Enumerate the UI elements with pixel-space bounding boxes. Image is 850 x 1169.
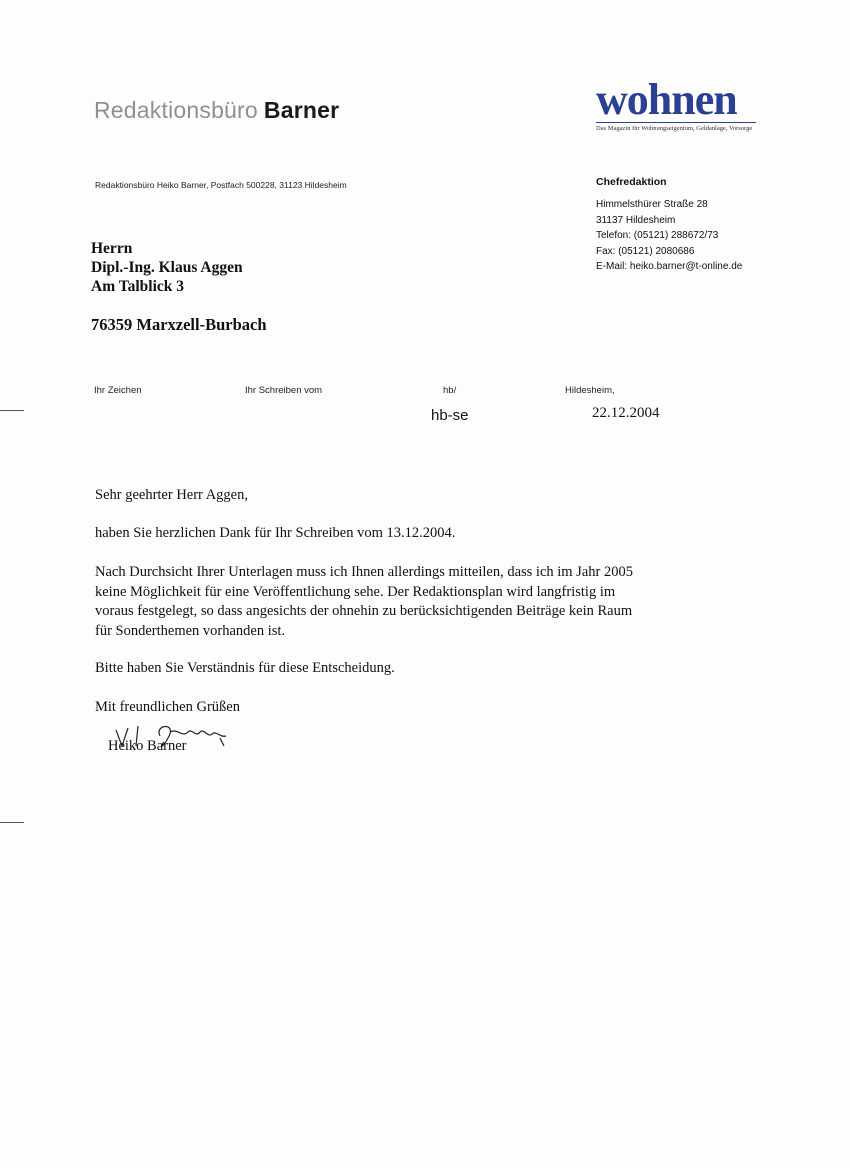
letter-salutation: Sehr geehrter Herr Aggen, bbox=[95, 487, 248, 503]
recipient-street: Am Talblick 3 bbox=[91, 278, 185, 295]
recipient-salutation: Herrn bbox=[91, 240, 133, 257]
your-letter-label: Ihr Schreiben vom bbox=[245, 385, 323, 396]
sender-email: E-Mail: heiko.barner@t-online.de bbox=[596, 261, 743, 272]
letter-closing: Mit freundlichen Grüßen bbox=[95, 699, 240, 715]
fold-mark-bottom bbox=[0, 822, 24, 823]
recipient-city: 76359 Marxzell-Burbach bbox=[91, 315, 267, 334]
place-label: Hildesheim, bbox=[565, 385, 615, 396]
return-address: Redaktionsbüro Heiko Barner, Postfach 500228, 31123 Hildesheim bbox=[95, 180, 347, 190]
fold-mark-top bbox=[0, 410, 24, 411]
sender-contact-block bbox=[596, 197, 742, 275]
brand-light-text: Redaktionsbüro bbox=[94, 97, 258, 123]
brand-bold-text: Barner bbox=[263, 97, 340, 123]
sender-phone: Telefon: (05121) 288672/73 bbox=[596, 230, 719, 241]
sender-fax: Fax: (05121) 2080686 bbox=[596, 245, 695, 257]
paragraph-2-line: für Sonderthemen vorhanden ist. bbox=[95, 622, 286, 639]
our-sign-label: hb/ bbox=[443, 385, 457, 396]
sender-department: Chefredaktion bbox=[596, 176, 667, 188]
letter-paragraph-3: Bitte haben Sie Verständnis für diese Entscheidung. bbox=[95, 660, 395, 676]
signer-name: Heiko Barner bbox=[108, 738, 187, 754]
letterhead-brand bbox=[94, 97, 339, 124]
paragraph-2-line: Nach Durchsicht Ihrer Unterlagen muss ich Ihnen allerdings mitteilen, dass ich im Jahr 2005 bbox=[95, 564, 633, 580]
logo-word: wohnen bbox=[596, 75, 737, 124]
sender-street: Himmelsthürer Straße 28 bbox=[596, 199, 708, 210]
letter-paragraph-1: haben Sie herzlichen Dank für Ihr Schreiben vom 13.12.2004. bbox=[95, 525, 456, 541]
logo-tagline: Das Magazin für Wohnungseigentum, Geldanlage, Vorsorge bbox=[596, 122, 756, 132]
your-sign-label: Ihr Zeichen bbox=[94, 385, 142, 396]
recipient-address bbox=[91, 239, 243, 296]
paragraph-2-line: keine Möglichkeit für eine Veröffentlichung sehe. Der Redaktionsplan wird langfristig im bbox=[95, 583, 616, 600]
recipient-name: Dipl.-Ing. Klaus Aggen bbox=[91, 259, 243, 276]
letter-paragraph-2 bbox=[95, 563, 735, 641]
letter-date: 22.12.2004 bbox=[592, 405, 660, 421]
our-sign-value: hb-se bbox=[431, 407, 469, 424]
paragraph-2-line: voraus festgelegt, so dass angesichts der ohnehin zu berücksichtigenden Beiträge kein Raum bbox=[95, 603, 633, 619]
sender-city: 31137 Hildesheim bbox=[596, 214, 676, 226]
wohnen-logo bbox=[596, 75, 760, 132]
